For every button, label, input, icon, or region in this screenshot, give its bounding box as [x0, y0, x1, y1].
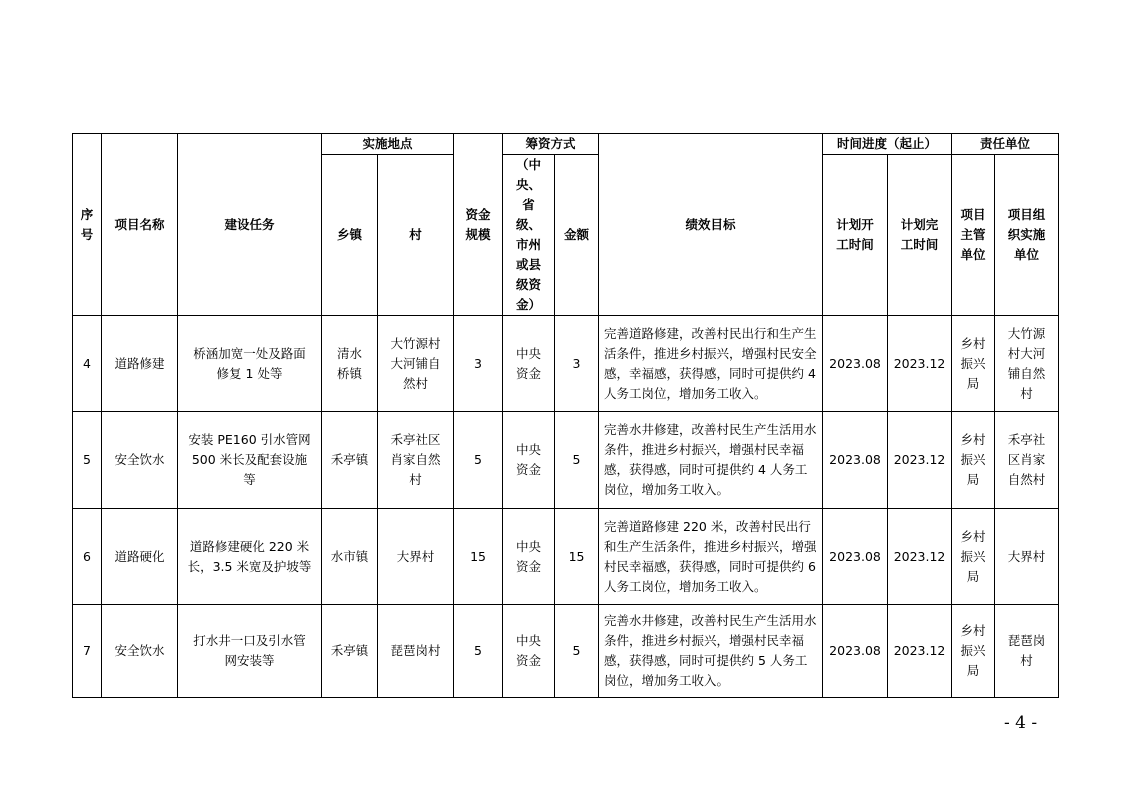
row-name: 安全饮水	[102, 412, 178, 509]
header-responsible: 责任单位	[952, 134, 1059, 155]
page-number: - 4 -	[1004, 713, 1038, 733]
row-start: 2023.08	[823, 509, 888, 605]
row-supervisor: 乡村振兴局	[952, 605, 995, 698]
row-scale: 5	[454, 412, 503, 509]
row-implementer: 大竹源村大河铺自然村	[995, 316, 1059, 412]
header-village: 村	[378, 155, 454, 316]
row-start: 2023.08	[823, 316, 888, 412]
row-goal: 完善水井修建，改善村民生产生活用水条件，推进乡村振兴，增强村民幸福感，获得感，同时可提供约 4 人务工岗位，增加务工收入。	[599, 412, 823, 509]
row-start: 2023.08	[823, 605, 888, 698]
row-amount: 5	[555, 412, 599, 509]
row-amount: 3	[555, 316, 599, 412]
row-source: 中央资金	[503, 412, 555, 509]
row-seq: 4	[73, 316, 102, 412]
table-row	[73, 605, 1059, 698]
header-amount: 金额	[555, 155, 599, 316]
row-source: 中央资金	[503, 605, 555, 698]
row-seq: 5	[73, 412, 102, 509]
project-table	[72, 133, 1059, 698]
table-row	[73, 509, 1059, 605]
row-village: 大竹源村大河铺自然村	[378, 316, 454, 412]
header-task: 建设任务	[178, 134, 322, 316]
row-end: 2023.12	[888, 605, 952, 698]
row-town: 水市镇	[322, 509, 378, 605]
row-goal: 完善水井修建，改善村民生产生活用水条件，推进乡村振兴，增强村民幸福感，获得感，同时可提供约 5 人务工岗位，增加务工收入。	[599, 605, 823, 698]
row-supervisor: 乡村振兴局	[952, 316, 995, 412]
header-plan-end: 计划完工时间	[888, 155, 952, 316]
header-goal: 绩效目标	[599, 134, 823, 316]
row-name: 道路修建	[102, 316, 178, 412]
row-town: 禾亭镇	[322, 412, 378, 509]
row-seq: 7	[73, 605, 102, 698]
header-schedule: 时间进度（起止）	[823, 134, 952, 155]
row-supervisor: 乡村振兴局	[952, 412, 995, 509]
row-name: 道路硬化	[102, 509, 178, 605]
row-implementer: 琵琶岗村	[995, 605, 1059, 698]
row-village: 琵琶岗村	[378, 605, 454, 698]
row-start: 2023.08	[823, 412, 888, 509]
row-town: 禾亭镇	[322, 605, 378, 698]
row-implementer: 禾亭社区肖家自然村	[995, 412, 1059, 509]
row-task: 打水井一口及引水管网安装等	[178, 605, 322, 698]
header-town: 乡镇	[322, 155, 378, 316]
row-end: 2023.12	[888, 412, 952, 509]
header-project-name: 项目名称	[102, 134, 178, 316]
row-village: 大界村	[378, 509, 454, 605]
table-row	[73, 316, 1059, 412]
row-goal: 完善道路修建 220 米，改善村民出行和生产生活条件，推进乡村振兴，增强村民幸福感，获得感，同时可提供约 6 人务工岗位，增加务工收入。	[599, 509, 823, 605]
header-scale: 资金规模	[454, 134, 503, 316]
header-seq: 序号	[73, 134, 102, 316]
row-amount: 5	[555, 605, 599, 698]
row-scale: 3	[454, 316, 503, 412]
row-end: 2023.12	[888, 316, 952, 412]
row-scale: 5	[454, 605, 503, 698]
header-implementer: 项目组织实施单位	[995, 155, 1059, 316]
row-task: 道路修建硬化 220 米长，3.5 米宽及护坡等	[178, 509, 322, 605]
row-town: 清水桥镇	[322, 316, 378, 412]
header-supervisor: 项目主管单位	[952, 155, 995, 316]
table-row	[73, 412, 1059, 509]
row-implementer: 大界村	[995, 509, 1059, 605]
row-end: 2023.12	[888, 509, 952, 605]
header-funding-source: （中央、省级、市州或县级资金）	[503, 155, 555, 316]
row-scale: 15	[454, 509, 503, 605]
header-funding: 筹资方式	[503, 134, 599, 155]
row-seq: 6	[73, 509, 102, 605]
header-location: 实施地点	[322, 134, 454, 155]
row-supervisor: 乡村振兴局	[952, 509, 995, 605]
row-source: 中央资金	[503, 509, 555, 605]
row-goal: 完善道路修建，改善村民出行和生产生活条件，推进乡村振兴，增强村民安全感，幸福感，获得感，同时可提供约 4 人务工岗位，增加务工收入。	[599, 316, 823, 412]
row-source: 中央资金	[503, 316, 555, 412]
row-task: 桥涵加宽一处及路面修复 1 处等	[178, 316, 322, 412]
row-amount: 15	[555, 509, 599, 605]
header-plan-start: 计划开工时间	[823, 155, 888, 316]
row-name: 安全饮水	[102, 605, 178, 698]
row-village: 禾亭社区肖家自然村	[378, 412, 454, 509]
row-task: 安装 PE160 引水管网 500 米长及配套设施等	[178, 412, 322, 509]
